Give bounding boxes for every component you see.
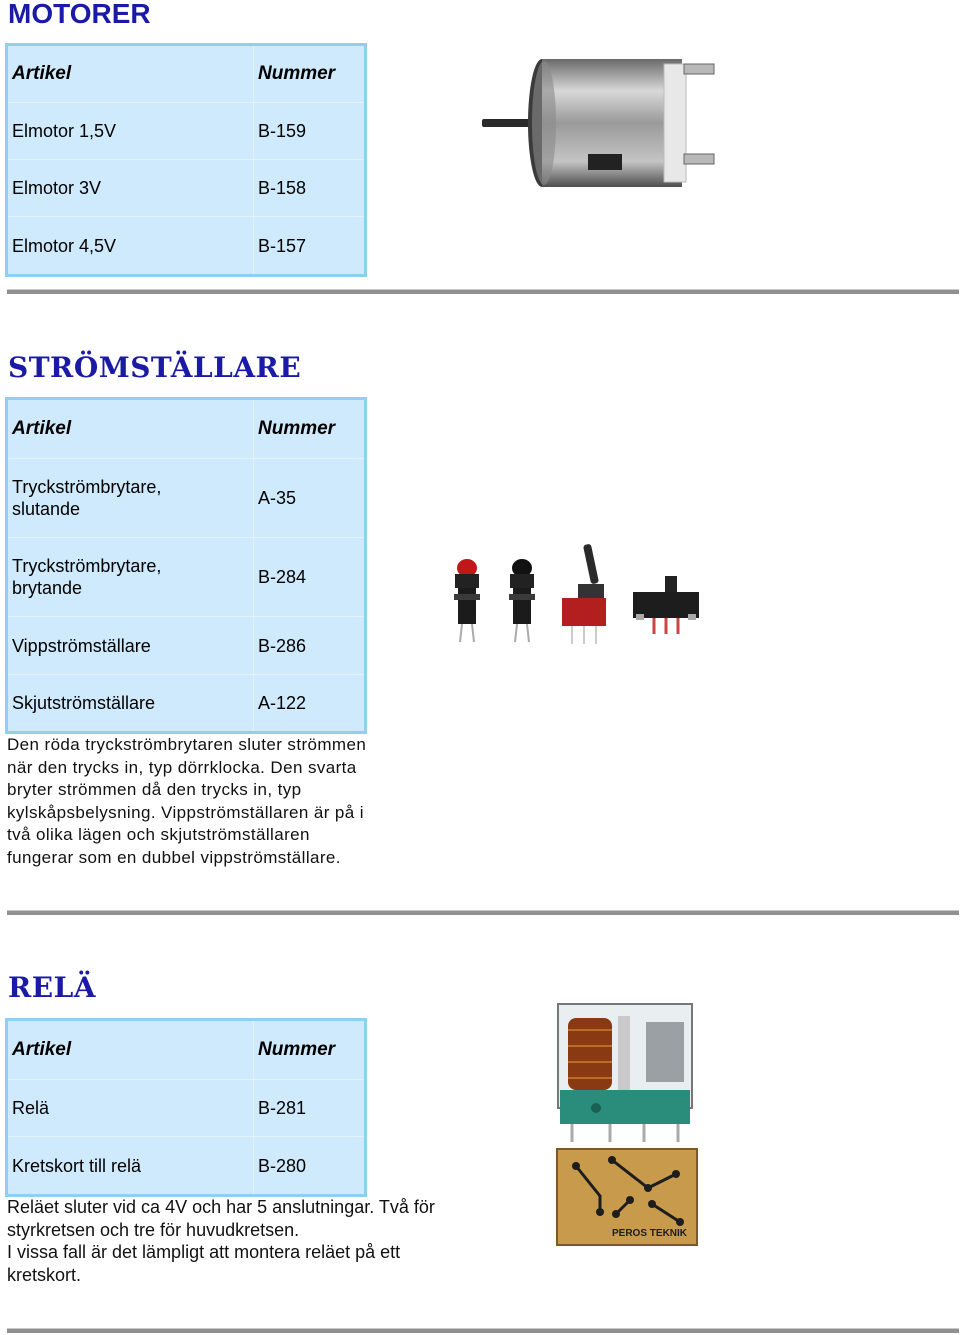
table-row: [8, 1080, 364, 1137]
nummer-cell: B-280: [258, 1155, 307, 1176]
table-row: [8, 217, 364, 274]
divider: [7, 289, 959, 294]
table-row: [8, 675, 364, 731]
nummer-cell: B-159: [258, 121, 307, 141]
board-print-label: PEROS TEKNIK: [612, 1228, 688, 1239]
nummer-cell: B-286: [258, 635, 307, 656]
section-title-rela: RELÄ: [8, 971, 97, 1004]
artikel-cell: Elmotor 4,5V: [8, 217, 254, 274]
nummer-cell: B-157: [258, 235, 307, 256]
section-title-stromstallare: STRÖMSTÄLLARE: [8, 351, 302, 384]
artikel-line: Tryckströmbrytare,: [12, 477, 162, 497]
table-row: [8, 617, 364, 675]
table-row: [8, 1137, 364, 1194]
table-header-row: [8, 46, 364, 103]
artikel-line: brytande: [12, 578, 83, 598]
artikel-cell: Relä: [8, 1080, 254, 1136]
column-header-artikel: Artikel: [8, 1021, 254, 1079]
artikel-line: Tryckströmbrytare,: [12, 556, 162, 576]
description-line: Den röda tryckströmbrytaren sluter strömmen: [7, 735, 367, 754]
artikel-cell: Skjutströmställare: [8, 675, 254, 731]
description-line: kretskort.: [7, 1264, 82, 1285]
description-line: styrkretsen och tre för huvudkretsen.: [7, 1219, 300, 1240]
column-header-artikel: Artikel: [8, 400, 254, 458]
relay-image: [554, 1000, 704, 1145]
artikel-cell: Vippströmställare: [8, 617, 254, 674]
section-title-motorer: MOTORER: [8, 0, 151, 29]
table-row: [8, 160, 364, 217]
table-row: [8, 459, 364, 538]
nummer-cell: A-122: [258, 693, 307, 713]
artikel-cell: [8, 538, 254, 616]
description-line: kylskåpsbelysning. Vippströmställaren är på i: [7, 802, 364, 822]
artikel-line: slutande: [12, 499, 81, 519]
stromstallare-description: [7, 734, 366, 869]
column-header-nummer: Nummer: [258, 418, 336, 439]
toggle-switch: [562, 544, 606, 644]
column-header-nummer: Nummer: [258, 1039, 336, 1060]
nummer-cell: B-281: [258, 1098, 307, 1118]
motorer-table: [5, 43, 367, 277]
artikel-cell: Elmotor 3V: [8, 160, 254, 216]
description-line: när den trycks in, typ dörrklocka. Den svarta: [7, 757, 357, 777]
red-pushbutton: [454, 559, 480, 642]
column-header-artikel: Artikel: [8, 46, 254, 102]
nummer-cell: B-158: [258, 178, 307, 198]
description-line: två olika lägen och skjutströmställaren: [7, 825, 310, 844]
table-row: [8, 103, 364, 160]
nummer-cell: A-35: [258, 488, 297, 508]
switches-image: [440, 540, 720, 650]
artikel-cell: Kretskort till relä: [8, 1137, 254, 1194]
description-line: I vissa fall är det lämpligt att montera reläet på ett: [7, 1242, 401, 1262]
description-line: bryter strömmen då den trycks in, typ: [7, 780, 302, 799]
table-header-row: [8, 400, 364, 459]
table-row: [8, 538, 364, 617]
description-line: fungerar som en dubbel vippströmställare.: [7, 847, 341, 867]
table-header-row: [8, 1021, 364, 1080]
rela-table: [5, 1018, 367, 1197]
black-pushbutton: [509, 559, 535, 642]
stromstallare-table: [5, 397, 367, 734]
nummer-cell: B-284: [258, 567, 307, 587]
artikel-cell: [8, 459, 254, 537]
slide-switch: [633, 576, 699, 634]
divider: [7, 910, 959, 915]
description-line: Reläet sluter vid ca 4V och har 5 anslutningar. Två för: [7, 1197, 435, 1217]
column-header-nummer: Nummer: [258, 63, 336, 84]
circuit-board-image: [556, 1148, 698, 1246]
motor-image: [478, 50, 718, 200]
rela-description: [7, 1196, 435, 1286]
divider: [7, 1328, 959, 1333]
artikel-cell: Elmotor 1,5V: [8, 103, 254, 159]
